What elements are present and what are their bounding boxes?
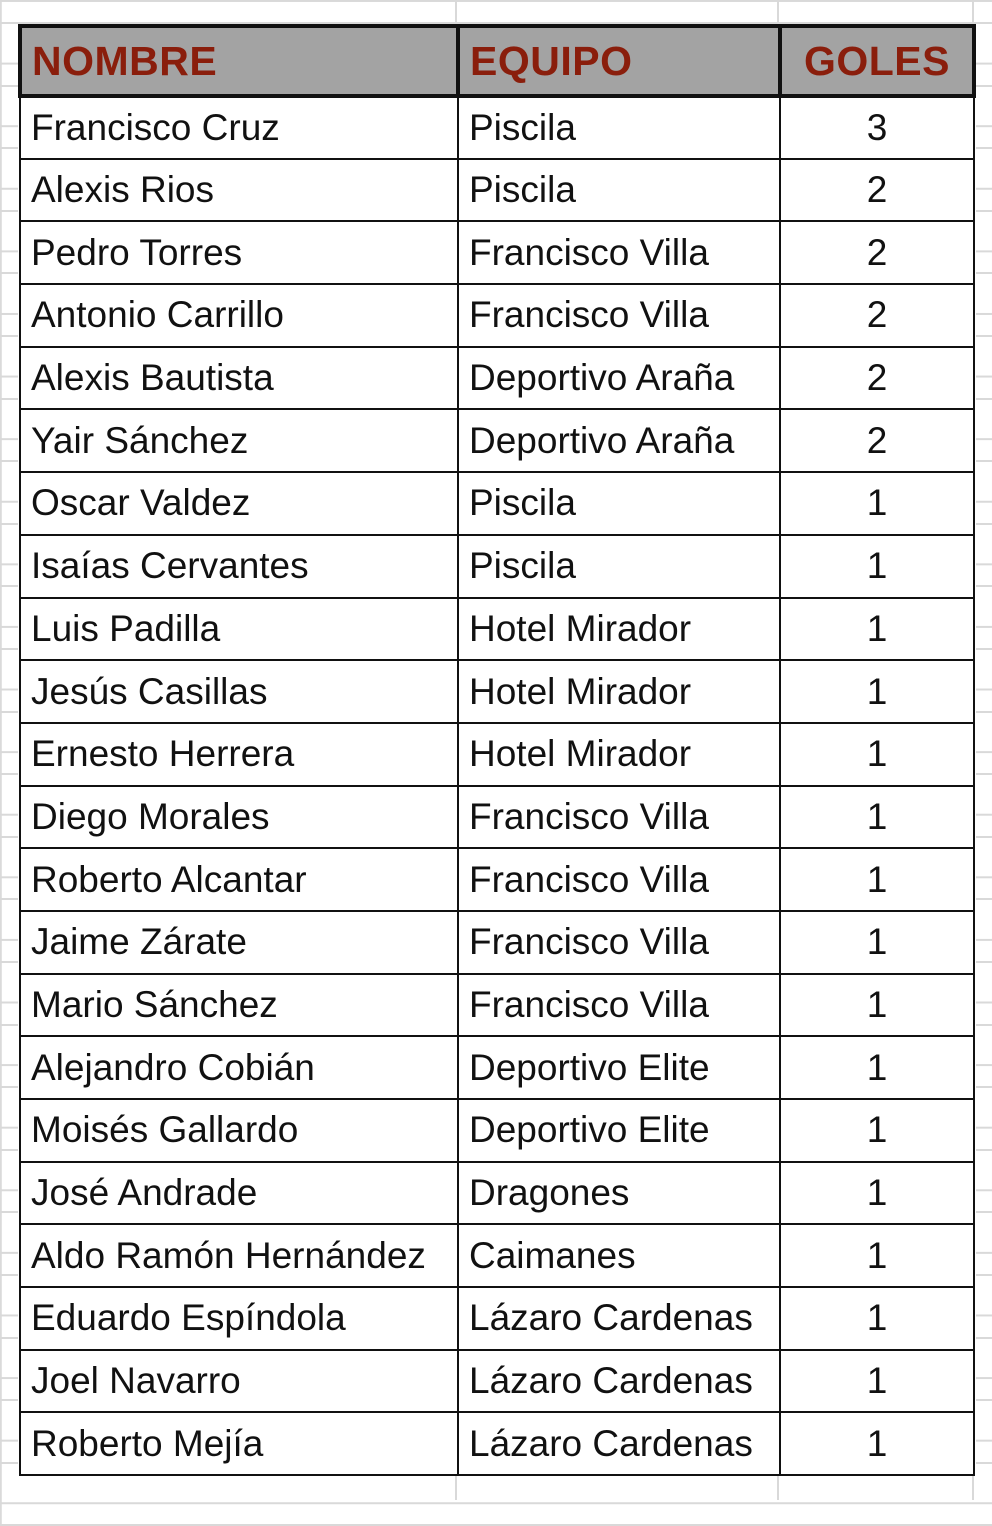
cell-goles[interactable]: 1 bbox=[780, 660, 974, 723]
cell-nombre[interactable]: Francisco Cruz bbox=[20, 96, 458, 159]
cell-equipo[interactable]: Deportivo Elite bbox=[458, 1036, 780, 1099]
table-row bbox=[20, 598, 974, 661]
table-row bbox=[20, 974, 974, 1037]
cell-nombre[interactable]: Luis Padilla bbox=[20, 598, 458, 661]
cell-goles[interactable]: 2 bbox=[780, 347, 974, 410]
table-row bbox=[20, 221, 974, 284]
cell-goles[interactable]: 1 bbox=[780, 472, 974, 535]
cell-nombre[interactable]: Roberto Mejía bbox=[20, 1412, 458, 1475]
cell-equipo[interactable]: Hotel Mirador bbox=[458, 598, 780, 661]
cell-goles[interactable]: 3 bbox=[780, 96, 974, 159]
cell-nombre[interactable]: José Andrade bbox=[20, 1162, 458, 1225]
cell-nombre[interactable]: Aldo Ramón Hernández bbox=[20, 1224, 458, 1287]
table-row bbox=[20, 1224, 974, 1287]
cell-equipo[interactable]: Piscila bbox=[458, 159, 780, 222]
cell-nombre[interactable]: Pedro Torres bbox=[20, 221, 458, 284]
table-header bbox=[20, 26, 974, 96]
cell-nombre[interactable]: Oscar Valdez bbox=[20, 472, 458, 535]
table-row bbox=[20, 848, 974, 911]
cell-equipo[interactable]: Piscila bbox=[458, 96, 780, 159]
table-row bbox=[20, 786, 974, 849]
table-row bbox=[20, 409, 974, 472]
cell-nombre[interactable]: Roberto Alcantar bbox=[20, 848, 458, 911]
cell-goles[interactable]: 1 bbox=[780, 1036, 974, 1099]
cell-goles[interactable]: 1 bbox=[780, 1162, 974, 1225]
cell-goles[interactable]: 1 bbox=[780, 598, 974, 661]
table-row bbox=[20, 1287, 974, 1350]
cell-goles[interactable]: 2 bbox=[780, 221, 974, 284]
cell-equipo[interactable]: Francisco Villa bbox=[458, 221, 780, 284]
cell-equipo[interactable]: Hotel Mirador bbox=[458, 660, 780, 723]
cell-goles[interactable]: 1 bbox=[780, 535, 974, 598]
cell-goles[interactable]: 2 bbox=[780, 409, 974, 472]
cell-equipo[interactable]: Dragones bbox=[458, 1162, 780, 1225]
cell-equipo[interactable]: Caimanes bbox=[458, 1224, 780, 1287]
scorers-table bbox=[18, 24, 976, 1476]
cell-goles[interactable]: 1 bbox=[780, 848, 974, 911]
cell-equipo[interactable]: Francisco Villa bbox=[458, 284, 780, 347]
cell-equipo[interactable]: Francisco Villa bbox=[458, 848, 780, 911]
cell-nombre[interactable]: Jaime Zárate bbox=[20, 911, 458, 974]
cell-nombre[interactable]: Moisés Gallardo bbox=[20, 1099, 458, 1162]
cell-equipo[interactable]: Deportivo Araña bbox=[458, 409, 780, 472]
table-row bbox=[20, 1350, 974, 1413]
cell-goles[interactable]: 1 bbox=[780, 723, 974, 786]
table-row bbox=[20, 660, 974, 723]
cell-equipo[interactable]: Lázaro Cardenas bbox=[458, 1287, 780, 1350]
cell-goles[interactable]: 2 bbox=[780, 284, 974, 347]
cell-goles[interactable]: 1 bbox=[780, 1412, 974, 1475]
header-nombre[interactable]: NOMBRE bbox=[20, 26, 458, 96]
header-equipo[interactable]: EQUIPO bbox=[458, 26, 780, 96]
cell-equipo[interactable]: Hotel Mirador bbox=[458, 723, 780, 786]
table-row bbox=[20, 1162, 974, 1225]
table-row bbox=[20, 723, 974, 786]
table-row bbox=[20, 96, 974, 159]
cell-nombre[interactable]: Alejandro Cobián bbox=[20, 1036, 458, 1099]
cell-goles[interactable]: 1 bbox=[780, 974, 974, 1037]
cell-goles[interactable]: 1 bbox=[780, 911, 974, 974]
header-goles[interactable]: GOLES bbox=[780, 26, 974, 96]
table-row bbox=[20, 472, 974, 535]
table-row bbox=[20, 159, 974, 222]
table-row bbox=[20, 1412, 974, 1475]
cell-nombre[interactable]: Jesús Casillas bbox=[20, 660, 458, 723]
cell-nombre[interactable]: Isaías Cervantes bbox=[20, 535, 458, 598]
table-row bbox=[20, 1036, 974, 1099]
cell-goles[interactable]: 1 bbox=[780, 786, 974, 849]
cell-equipo[interactable]: Francisco Villa bbox=[458, 974, 780, 1037]
cell-goles[interactable]: 1 bbox=[780, 1099, 974, 1162]
cell-goles[interactable]: 1 bbox=[780, 1350, 974, 1413]
cell-equipo[interactable]: Lázaro Cardenas bbox=[458, 1350, 780, 1413]
table-row bbox=[20, 284, 974, 347]
cell-nombre[interactable]: Antonio Carrillo bbox=[20, 284, 458, 347]
cell-equipo[interactable]: Francisco Villa bbox=[458, 911, 780, 974]
cell-equipo[interactable]: Francisco Villa bbox=[458, 786, 780, 849]
cell-nombre[interactable]: Diego Morales bbox=[20, 786, 458, 849]
table-body bbox=[20, 96, 974, 1475]
header-row bbox=[20, 26, 974, 96]
cell-equipo[interactable]: Piscila bbox=[458, 472, 780, 535]
cell-equipo[interactable]: Deportivo Elite bbox=[458, 1099, 780, 1162]
table-row bbox=[20, 1099, 974, 1162]
cell-goles[interactable]: 1 bbox=[780, 1287, 974, 1350]
cell-nombre[interactable]: Yair Sánchez bbox=[20, 409, 458, 472]
cell-equipo[interactable]: Deportivo Araña bbox=[458, 347, 780, 410]
cell-nombre[interactable]: Alexis Bautista bbox=[20, 347, 458, 410]
table-row bbox=[20, 911, 974, 974]
cell-nombre[interactable]: Ernesto Herrera bbox=[20, 723, 458, 786]
cell-nombre[interactable]: Mario Sánchez bbox=[20, 974, 458, 1037]
cell-goles[interactable]: 1 bbox=[780, 1224, 974, 1287]
cell-goles[interactable]: 2 bbox=[780, 159, 974, 222]
cell-equipo[interactable]: Piscila bbox=[458, 535, 780, 598]
cell-nombre[interactable]: Eduardo Espíndola bbox=[20, 1287, 458, 1350]
cell-equipo[interactable]: Lázaro Cardenas bbox=[458, 1412, 780, 1475]
cell-nombre[interactable]: Joel Navarro bbox=[20, 1350, 458, 1413]
cell-nombre[interactable]: Alexis Rios bbox=[20, 159, 458, 222]
table-row bbox=[20, 347, 974, 410]
table-row bbox=[20, 535, 974, 598]
